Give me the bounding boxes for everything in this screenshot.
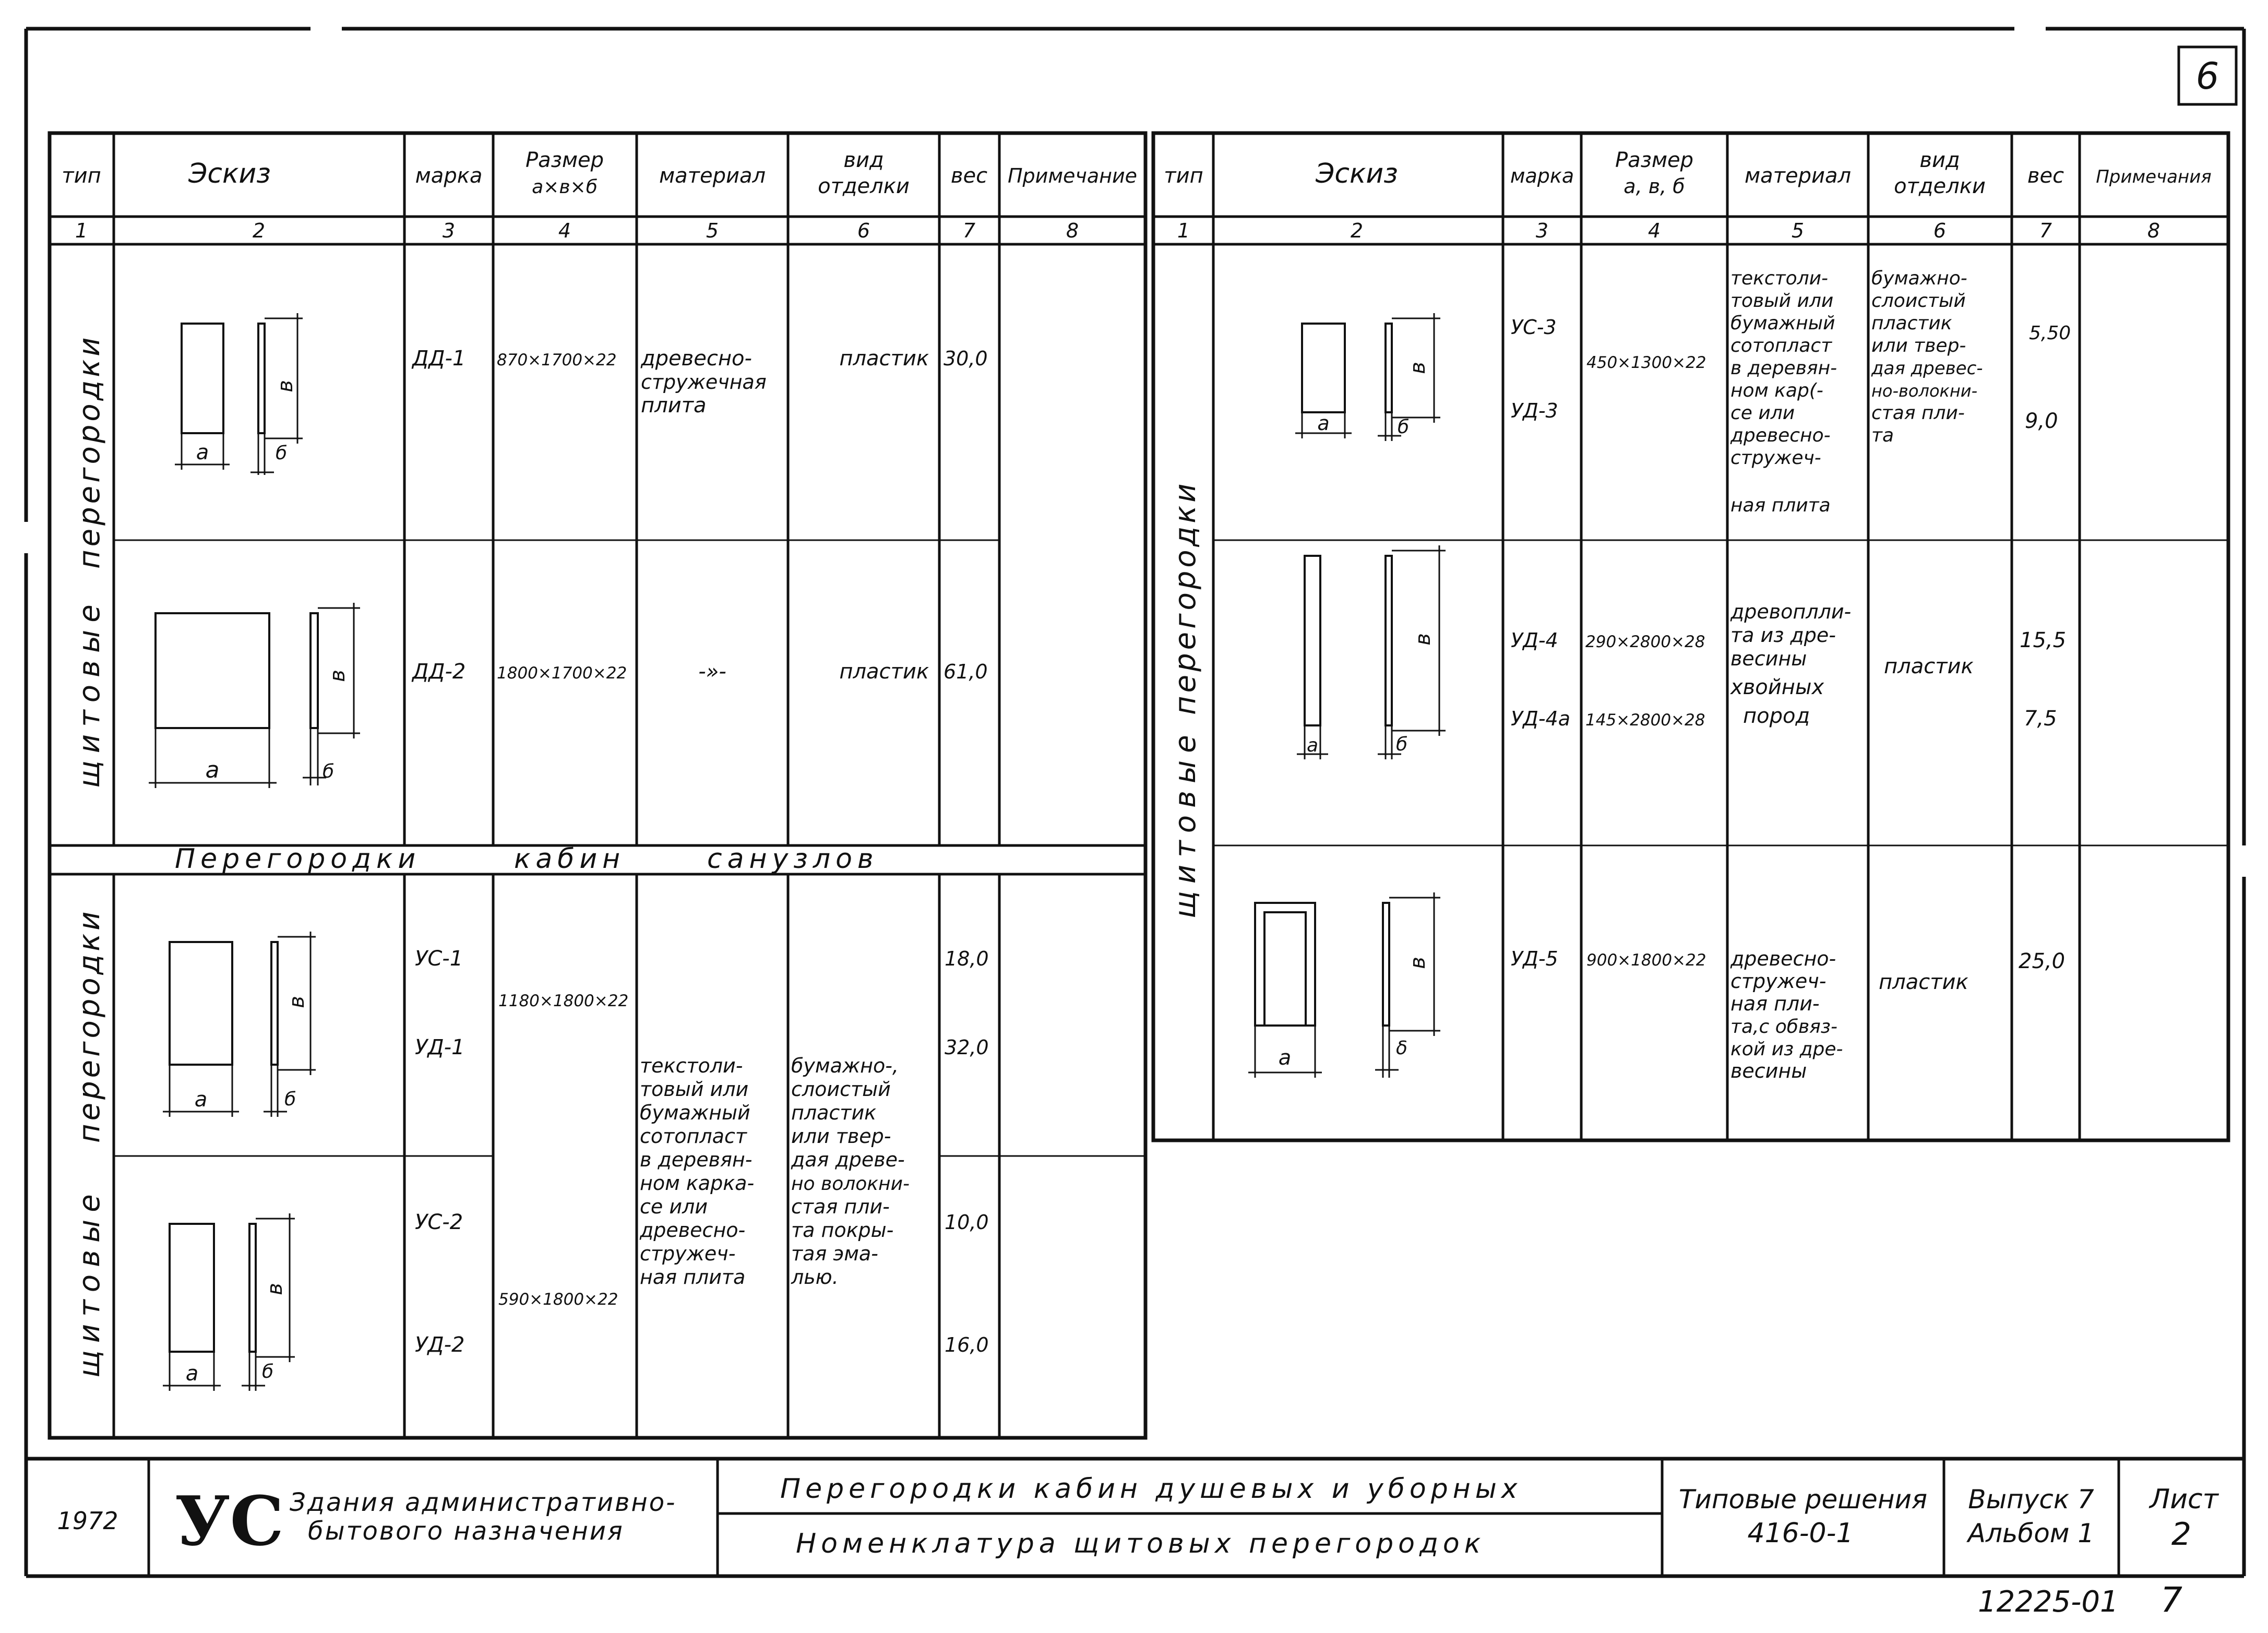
col-num-3: 3	[442, 219, 456, 242]
row-us-3-ud-3	[1511, 268, 2071, 516]
dim-b: б	[323, 761, 335, 782]
header-finish-2: отделки	[818, 174, 910, 198]
size-ud-4a: 145×2800×28	[1585, 711, 1705, 730]
size-ud-4: 290×2800×28	[1585, 633, 1705, 651]
size-1180: 1180×1800×22	[498, 992, 629, 1010]
material	[1730, 947, 1843, 1082]
group-label-left-bottom-b: перегородки	[73, 908, 106, 1143]
material-line: се или	[1730, 402, 1795, 424]
dim-a: a	[1278, 1046, 1292, 1070]
cabin-rows	[415, 947, 989, 1357]
header-material: материал	[659, 164, 766, 188]
dim-v: в	[1406, 957, 1430, 969]
sheet-number: 2	[2171, 1516, 2192, 1553]
year: 1972	[57, 1507, 118, 1535]
mark-ud-2: УД-2	[415, 1333, 465, 1357]
section-title-word-1: Перегородки	[175, 843, 421, 875]
material	[1730, 268, 1837, 516]
dim-b: б	[1396, 734, 1408, 755]
issue-line-1: Выпуск 7	[1968, 1484, 2094, 1515]
material-line: бумажный	[640, 1101, 750, 1124]
material-line: ном карка-	[640, 1172, 755, 1195]
finish-line: пластик	[1871, 313, 1952, 334]
col-num-8: 8	[2147, 219, 2160, 242]
material-line-1: -»-	[698, 660, 726, 684]
weight-ud-4: 15,5	[2020, 628, 2067, 652]
sketch-us-3	[1295, 313, 1440, 441]
header-finish-1: вид	[843, 148, 884, 172]
finish-line: но волокни-	[791, 1173, 910, 1195]
row-ud-5	[1511, 947, 2065, 1082]
series-line-1: Типовые решения	[1678, 1484, 1928, 1515]
finish-line: но-волокни-	[1871, 381, 1978, 401]
material-line-1: древесно-	[641, 347, 752, 371]
material-line-2: стружечная	[641, 371, 767, 394]
section-title-word-2: кабин	[514, 843, 626, 875]
material-line: ная пли-	[1730, 992, 1820, 1015]
organization-line-1: Здания административно-	[290, 1488, 677, 1517]
header-note: Примечание	[1007, 164, 1138, 187]
title-line-1: Перегородки кабин душевых и уборных	[780, 1473, 1522, 1505]
sheet-frame	[26, 29, 2244, 1576]
material-line: текстоли-	[1730, 268, 1829, 289]
weight: 61,0	[944, 660, 988, 683]
finish-line: или твер-	[791, 1125, 891, 1148]
section-title	[175, 843, 879, 875]
header-weight: вес	[2027, 164, 2064, 188]
header-size-2: a, в, б	[1624, 175, 1685, 198]
dim-b: б	[276, 443, 288, 464]
finish-line: та	[1871, 425, 1894, 446]
mark-ud-3: УД-3	[1511, 399, 1558, 422]
sketch-ud-5	[1248, 892, 1440, 1078]
finish-line: слоистый	[791, 1078, 891, 1101]
cabin-material	[639, 1054, 754, 1289]
sketch-us-2	[163, 1213, 295, 1391]
header-type: тип	[62, 164, 101, 188]
col-num-2: 2	[1350, 219, 1364, 242]
material-line: древесно-	[640, 1219, 746, 1242]
dim-v: в	[285, 996, 309, 1008]
sketch-dd-2	[149, 603, 360, 788]
dim-v: в	[263, 1283, 287, 1295]
col-num-3: 3	[1535, 219, 1549, 242]
material-line: сотопласт	[1730, 335, 1832, 356]
mark: ДД-1	[412, 347, 466, 371]
col-num-2: 2	[252, 219, 266, 242]
footer-page: 7	[2160, 1580, 2182, 1620]
header-size-1: Размер	[1615, 148, 1694, 172]
dim-v: в	[273, 380, 297, 392]
header-finish-2: отделки	[1894, 174, 1986, 198]
material-line: стружеч-	[640, 1242, 736, 1265]
footer-code: 12225-01	[1978, 1585, 2119, 1619]
header-type: тип	[1164, 164, 1203, 188]
weight-us-1: 18,0	[945, 947, 989, 970]
header-weight: вес	[950, 164, 988, 188]
mark-us-3: УС-3	[1511, 316, 1557, 339]
dim-d: δ	[1396, 1038, 1408, 1059]
finish-line: лью.	[791, 1266, 839, 1289]
left-table-header	[62, 148, 1137, 198]
header-mark: марка	[1510, 164, 1574, 187]
finish-line: бумажно-,	[791, 1054, 899, 1077]
title-block	[26, 1459, 2244, 1576]
size: 870×1700×22	[497, 351, 617, 369]
size: 450×1300×22	[1586, 353, 1706, 372]
finish-line: тая эма-	[791, 1242, 878, 1265]
col-num-1: 1	[75, 219, 88, 242]
mark-us-1: УС-1	[415, 947, 463, 971]
group-label-left-bottom-a: щитовые	[73, 1187, 106, 1378]
material-line: ная плита	[640, 1266, 746, 1289]
material-line: ном кар(-	[1730, 380, 1823, 401]
material-line: товый или	[640, 1078, 749, 1101]
finish-line: дая древе-	[791, 1148, 905, 1171]
finish: пластик	[839, 660, 929, 684]
sketch-dd-1	[175, 313, 303, 475]
weight: 30,0	[944, 347, 988, 370]
weight: 25,0	[2019, 949, 2066, 973]
finish-line: или твер-	[1871, 335, 1966, 356]
row-ud-4	[1511, 600, 2066, 731]
dim-v: в	[1411, 633, 1435, 646]
col-num-7: 7	[2039, 219, 2052, 242]
col-num-4: 4	[558, 219, 571, 242]
mark-ud-5: УД-5	[1511, 947, 1558, 970]
row-dd-2	[411, 660, 988, 684]
material-line: ная плита	[1730, 495, 1831, 516]
header-material: материал	[1744, 164, 1852, 188]
left-column-numbers	[75, 219, 1079, 242]
sheet-label: Лист	[2150, 1484, 2218, 1515]
dim-v: в	[326, 670, 350, 682]
dim-a: a	[194, 1088, 208, 1112]
material-line-3: плита	[641, 394, 707, 418]
col-num-6: 6	[1933, 219, 1947, 242]
size-590: 590×1800×22	[498, 1290, 618, 1309]
sketch-us-1	[163, 932, 316, 1117]
mark-ud-4a: УД-4а	[1511, 707, 1571, 730]
issue-line-2: Альбом 1	[1967, 1518, 2095, 1548]
material-line: стружеч-	[1730, 447, 1821, 469]
header-note: Примечания	[2096, 166, 2212, 187]
finish-line: дая древес-	[1871, 358, 1983, 379]
material-line: пород	[1743, 704, 1810, 728]
material-line: бумажный	[1730, 313, 1835, 334]
finish-line: слоистый	[1871, 290, 1966, 312]
weight-us-3: 5,50	[2029, 323, 2071, 344]
dim-v: в	[1406, 362, 1430, 374]
series-line-2: 416-0-1	[1747, 1518, 1854, 1549]
header-sketch: Эскиз	[188, 158, 271, 189]
size: 1800×1700×22	[497, 664, 627, 683]
header-sketch: Эскиз	[1316, 158, 1398, 189]
sketch-ud-4	[1297, 545, 1446, 759]
dim-a: a	[1317, 412, 1330, 435]
material-line: та,с обвяз-	[1730, 1016, 1837, 1038]
sheet-badge	[2179, 47, 2236, 104]
sheet-badge-number: 6	[2195, 55, 2219, 98]
logo: УС	[175, 1481, 284, 1561]
material	[1729, 600, 1851, 728]
col-num-5: 5	[706, 219, 719, 242]
dim-b: б	[262, 1361, 274, 1382]
finish-line: та покры-	[791, 1219, 894, 1242]
section-title-word-3: санузлов	[707, 843, 879, 875]
material-line: се или	[640, 1195, 708, 1218]
col-num-5: 5	[1791, 219, 1805, 242]
title-line-2: Номенклатура щитовых перегородок	[796, 1528, 1486, 1559]
col-num-7: 7	[962, 219, 976, 242]
material-line: древесно-	[1730, 425, 1831, 446]
header-mark: марка	[415, 164, 483, 188]
finish	[1871, 268, 1983, 446]
weight-ud-4a: 7,5	[2024, 707, 2057, 731]
dim-a: a	[1306, 735, 1319, 756]
header-size-2: a×в×б	[532, 176, 598, 198]
finish-line: стая пли-	[1871, 402, 1965, 424]
material-line: та из дре-	[1730, 624, 1836, 647]
material-line: весины	[1730, 647, 1807, 670]
group-label-left-top-b: перегородки	[73, 334, 106, 569]
material-line: стружеч-	[1730, 970, 1827, 993]
finish: пластик	[839, 347, 929, 371]
group-label-right-a: щитовые	[1168, 728, 1202, 919]
header-size-1: Размер	[525, 148, 604, 172]
material-line: древоплли-	[1730, 600, 1852, 623]
group-label-left-top-a: щитовые	[73, 597, 106, 788]
finish: пластик	[1879, 970, 1968, 994]
col-num-8: 8	[1066, 219, 1079, 242]
material-line: хвойных	[1730, 675, 1824, 699]
header-finish-1: вид	[1919, 148, 1960, 172]
col-num-6: 6	[857, 219, 870, 242]
finish: пластик	[1884, 654, 1974, 678]
material-line: кой из дре-	[1730, 1039, 1843, 1060]
material-line: в деревян-	[640, 1148, 753, 1171]
mark: ДД-2	[412, 660, 466, 684]
weight-ud-2: 16,0	[945, 1333, 989, 1356]
dim-a: a	[185, 1362, 199, 1386]
col-num-1: 1	[1177, 219, 1190, 242]
weight-ud-3: 9,0	[2025, 409, 2058, 433]
mark-us-2: УС-2	[415, 1210, 463, 1234]
size: 900×1800×22	[1586, 951, 1706, 970]
finish-line: пластик	[791, 1101, 877, 1124]
material-line: древесно-	[1730, 947, 1836, 970]
dim-b: б	[284, 1089, 296, 1110]
dim-a: a	[205, 757, 220, 783]
material-line: товый или	[1730, 290, 1834, 312]
group-label-right-b: перегородки	[1168, 480, 1202, 715]
weight-us-2: 10,0	[945, 1211, 989, 1234]
finish-line: бумажно-	[1871, 268, 1967, 289]
dim-a: a	[196, 440, 209, 464]
mark-ud-4: УД-4	[1511, 629, 1558, 652]
material-line: текстоли-	[640, 1054, 743, 1077]
cabin-finish	[791, 1054, 910, 1289]
finish-line: стая пли-	[791, 1195, 890, 1218]
material-line: в деревян-	[1730, 357, 1837, 379]
material-line: весины	[1730, 1059, 1807, 1082]
weight-ud-1: 32,0	[945, 1036, 989, 1059]
row-dd-1	[411, 347, 988, 418]
dim-b: б	[1398, 416, 1410, 438]
col-num-4: 4	[1648, 219, 1661, 242]
mark-ud-1: УД-1	[415, 1035, 465, 1059]
right-table-header	[1164, 148, 2211, 198]
organization-line-2: бытового назначения	[308, 1517, 624, 1546]
material-line: сотопласт	[640, 1125, 747, 1148]
